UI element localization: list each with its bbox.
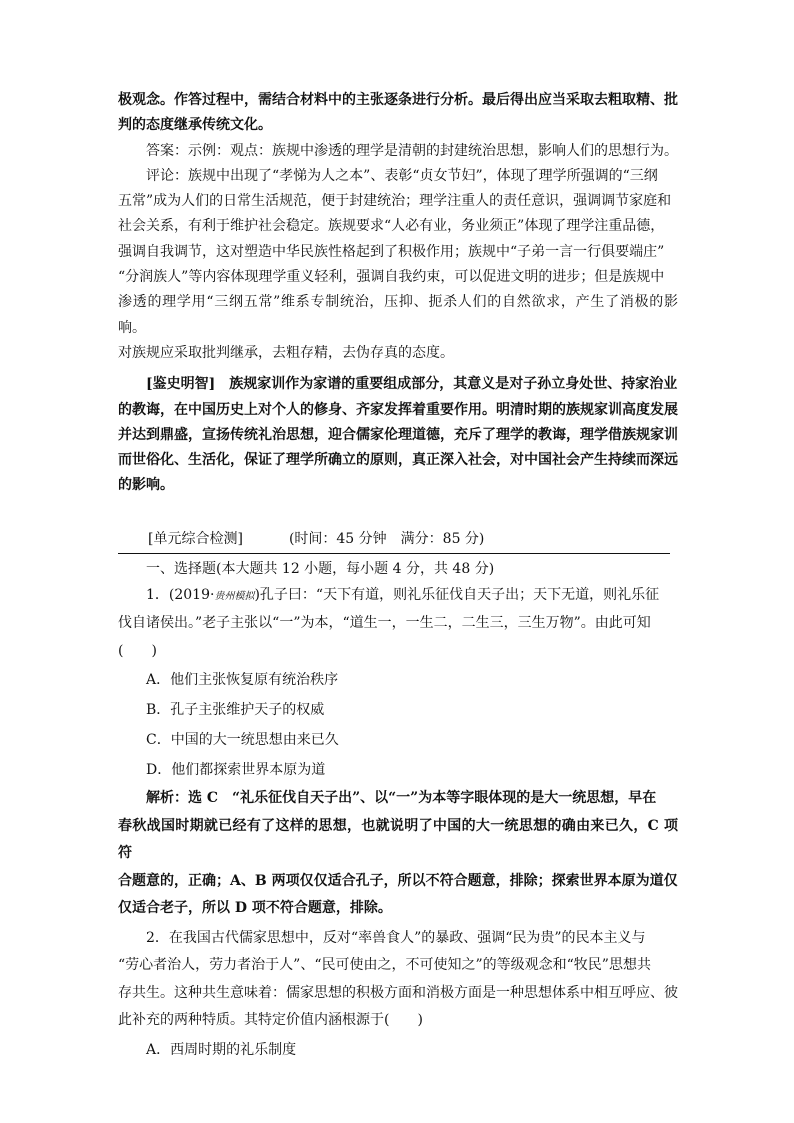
jianshi-line: 而世俗化、生活化，保证了理学所确立的原则，真正深入社会，对中国社会产生持续而深远 [118, 452, 678, 469]
answer-line: 答案：示例：观点：族规中渗透的理学是清朝的封建统治思想，影响人们的思想行为。 [146, 142, 678, 159]
jianshi-line: 的影响。 [118, 477, 174, 494]
section-title: [单元综合检测] [148, 530, 243, 547]
answer-line: 评论：族规中出现了“孝悌为人之本”、表彰“贞女节妇”，体现了理学所强调的“三纲 [146, 167, 658, 184]
source-tag: 贵州模拟 [214, 590, 255, 602]
analysis-line: 合题意的，正确；A、B 两项仅仅适合孔子，所以不符合题意，排除；探索世界本原为道仅 [118, 872, 678, 889]
option-b: B．孔子主张维护天子的权威 [146, 702, 325, 719]
option-a: A．他们主张恢复原有统治秩序 [146, 672, 339, 689]
analysis-line: 仅适合老子，所以 D 项不符合题意，排除。 [118, 900, 392, 917]
answer-line: 社会关系，有利于维护社会稳定。族规要求“人必有业，务业须正”体现了理学注重品德， [118, 218, 665, 235]
jianshi-block [118, 372, 678, 498]
option-c: C．中国的大一统思想由来已久 [146, 732, 339, 749]
option-a: A．西周时期的礼乐制度 [146, 1041, 297, 1058]
question-stem: 2．在我国古代儒家思想中，反对“率兽食人”的暴政、强调“民为贵”的民本主义与 [146, 929, 646, 946]
answer-block [118, 139, 678, 367]
answer-line: “分润族人”等内容体现理学重义轻利，强调自我约束，可以促进文明的进步；但是族规中 [118, 269, 665, 286]
question-number: 1．(2019· [146, 586, 215, 603]
question-stem [118, 582, 678, 611]
answer-line: 渗透的理学用“三纲五常”维系专制统治，压抑、扼杀人们的自然欲求，产生了消极的影响。 [118, 294, 678, 336]
section-time: (时间：45 分钟 满分：85 分) [288, 530, 485, 547]
previous-analysis-block [118, 88, 678, 139]
text-line: 极观念。作答过程中，需结合材料中的主张逐条进行分析。最后得出应当采取去粗取精、批 [118, 92, 678, 108]
question-stem: 伐自诸侯出。”老子主张以“一”为本，“道生一，一生二，二生三，三生万物”。由此可知 [118, 615, 651, 632]
answer-blank: ( ) [118, 642, 157, 659]
question-stem: 存共生。这种共生意味着：儒家思想的积极方面和消极方面是一种思想体系中相互呼应、彼 [118, 984, 678, 1001]
question-stem: “劳心者治人，劳力者治于人”、“民可使由之，不可使知之”的等级观念和“牧民”思想共 [118, 957, 651, 974]
jianshi-line: [鉴史明智] 族规家训作为家谱的重要组成部分，其意义是对子孙立身处世、持家治业 [146, 376, 678, 393]
text-line: 判的态度继承传统文化。 [118, 117, 272, 134]
answer-line: 五常”成为人们的日常生活规范，便于封建统治；理学注重人的责任意识，强调调节家庭和 [118, 193, 672, 210]
answer-line: 对族规应采取批判继承，去粗存精，去伪存真的态度。 [118, 344, 454, 361]
answer-line: 强调自我调节，这对塑造中华民族性格起到了积极作用；族规中“子弟一言一行俱要端庄” [118, 243, 665, 260]
option-d: D．他们都探索世界本原为道 [146, 762, 326, 779]
question-2 [118, 925, 678, 1065]
part-heading: 一、选择题(本大题共 12 小题，每小题 4 分，共 48 分) [146, 560, 495, 577]
question-stem-text: )孔子曰：“天下有道，则礼乐征伐自天子出；天下无道，则礼乐征 [254, 586, 660, 603]
analysis-line: 春秋战国时期就已经有了这样的思想，也就说明了中国的大一统思想的确由来已久，C 项符 [118, 817, 678, 862]
question-1 [118, 582, 678, 923]
analysis-line: 解析：选 C “礼乐征伐自天子出”、以“一”为本等字眼体现的是大一统思想，早在 [146, 790, 657, 807]
jianshi-line: 并达到鼎盛，宣扬传统礼治思想，迎合儒家伦理道德，充斥了理学的教诲，理学借族规家训 [118, 426, 678, 443]
document-page [118, 88, 678, 1065]
question-stem: 此补充的两种特质。其特定价值内涵根源于( ) [118, 1012, 423, 1029]
jianshi-line: 的教诲，在中国历史上对个人的修身、齐家发挥着重要作用。明清时期的族规家训高度发展 [118, 401, 678, 418]
section-header [118, 527, 670, 554]
